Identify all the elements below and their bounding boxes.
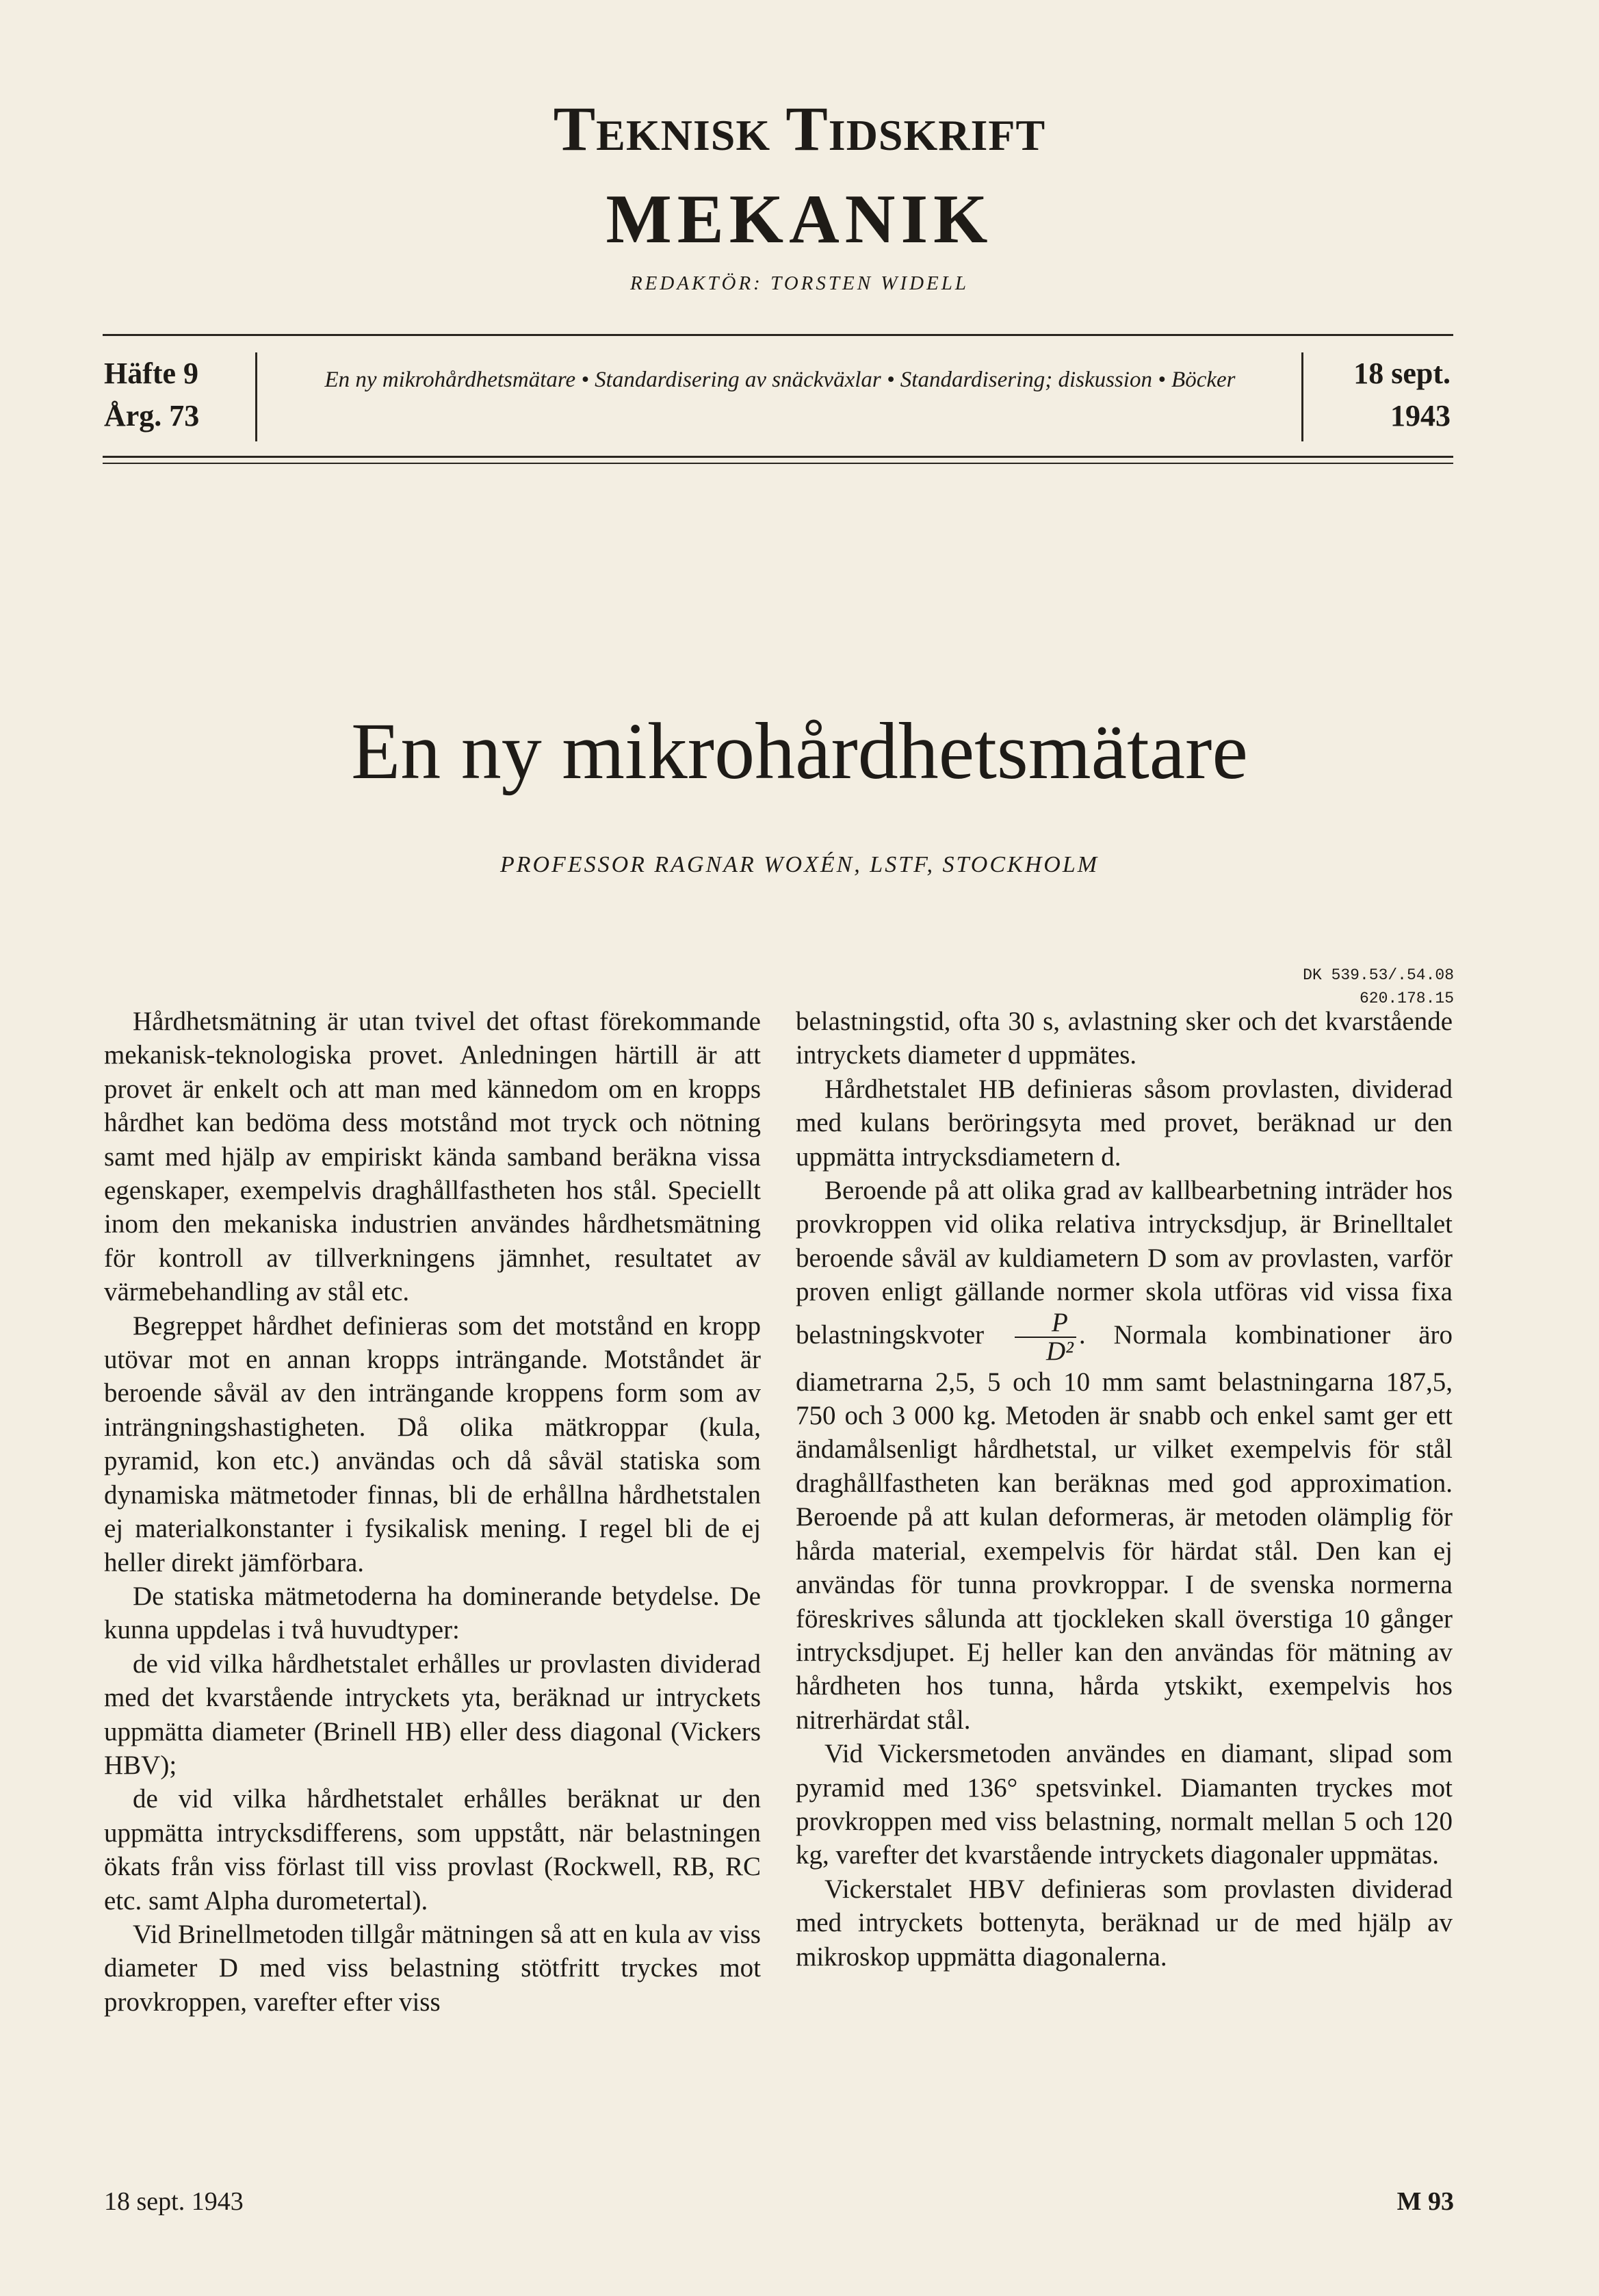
header-divider-right [1301, 352, 1303, 441]
header-divider-left [255, 352, 257, 441]
paragraph: de vid vilka hårdhetstalet erhålles ur provlasten dividerad med det kvarstående intryckets yta, beräknad ur intryckets uppmätta diameter (Brinell HB) eller dess diagonal (Vickers HBV); [104, 1649, 761, 1780]
issue-info-right [1321, 352, 1451, 437]
dk-classification [1249, 964, 1454, 1010]
right-column [796, 1005, 1453, 1974]
dk-code-1: DK 539.53/.54.08 [1303, 966, 1454, 984]
paragraph: Vid Vickersmetoden användes en diamant, slipad som pyramid med 136° spetsvinkel. Diamanten tryckes mot provkroppen med viss belastning, normalt mellan 5 och 120 kg, varefter det kvarstående intryckets diagonaler uppmätas. [796, 1739, 1453, 1870]
header-rule-top [103, 334, 1453, 336]
load-ratio-fraction [1015, 1309, 1076, 1365]
issue-info-left [104, 352, 255, 437]
issue-contents: En ny mikrohårdhetsmätare • Standardisering av snäckväxlar • Standardisering; diskussion • Böcker [324, 367, 1236, 392]
paragraph-text: . Normala kombinationer äro diametrarna 2,5, 5 och 10 mm samt belastningarna 187,5, 750 och 3 000 kg. Metoden är snabb och enkel samt ger ett ändamålsenligt hårdhetstal, ur vilket exempelvis för stål draghållfastheten kan beräknas med god approximation. Beroende på att kulan deformeras, är metoden olämplig för hårda material, exempelvis för härdat stål. Den kan ej användas för tunna provkroppar. I de svenska normerna föreskrives sålunda att tjockleken skall överstiga 10 gånger intrycksdjupet. Ej heller kan den användas för mätning av hårdheten hos tunna, hårda ytskikt, exempelvis hos nitrerhärdat stål. [796, 1319, 1453, 1735]
header-rule-bottom-double [103, 463, 1453, 464]
fraction-denominator: D² [1046, 1336, 1074, 1366]
issue-number: Häfte 9 [104, 357, 199, 390]
paragraph-with-formula [796, 1174, 1453, 1737]
paragraph: Vickerstalet HBV definieras som provlasten dividerad med intryckets bottenyta, beräknad ur de med hjälp av mikroskop uppmätta diagonalerna. [796, 1874, 1453, 1972]
paragraph: Vid Brinellmetoden tillgår mätningen så att en kula av viss diameter D med viss belastning stötfritt tryckes mot provkroppen, varefter efter viss [104, 1919, 761, 2017]
dk-code-2: 620.178.15 [1359, 990, 1454, 1007]
footer-date: 18 sept. 1943 [104, 2187, 244, 2216]
paragraph: Hårdhetstalet HB definieras såsom provlasten, dividerad med kulans beröringsyta med provet, beräknad ur den uppmätta intrycksdiametern d. [796, 1074, 1453, 1172]
paragraph-text: Beroende på att olika grad av kallbearbetning inträder hos provkroppen vid olika relativa intrycksdjup, är Brinelltalet beroende såväl av kuldiametern D som av provlasten, varför proven enligt gällande normer skola utföras vid vissa fixa belastningskvoter [796, 1176, 1453, 1350]
issue-year: 1943 [1390, 399, 1451, 433]
paragraph: belastningstid, ofta 30 s, avlastning sker och det kvarstående intryckets diameter d uppmätes. [796, 1007, 1453, 1070]
paragraph: De statiska mätmetoderna ha dominerande betydelse. De kunna uppdelas i två huvudtyper: [104, 1581, 761, 1645]
section-title: MEKANIK [606, 181, 993, 258]
paragraph: Hårdhetsmätning är utan tvivel det oftast förekommande mekanisk-teknologiska provet. Anledningen härtill är att provet är enkelt och att man med kännedom om en kropps hårdhet kan bedöma dess motstånd mot tryck och nötning samt med hjälp av empiriskt kända samband beräkna vissa egenskaper, exempelvis draghållfastheten hos stål. Speciellt inom den mekaniska industrien användes hårdhetsmätning för kontroll av tillverkningens jämnhet, resultatet av värmebehandling av stål etc. [104, 1007, 761, 1307]
issue-date: 18 sept. [1353, 357, 1451, 390]
page-number: M 93 [1396, 2187, 1454, 2216]
fraction-numerator: P [1015, 1309, 1076, 1338]
article-byline: PROFESSOR RAGNAR WOXÉN, LSTF, STOCKHOLM [499, 852, 1100, 877]
paragraph: de vid vilka hårdhetstalet erhålles beräknat ur den uppmätta intrycksdifferens, som uppstått, när belastningen ökats från viss förlast till viss provlast (Rockwell, RB, RC etc. samt Alpha durometertal). [104, 1784, 761, 1916]
editor-line: REDAKTÖR: TORSTEN WIDELL [629, 272, 970, 294]
article-title: En ny mikrohårdhetsmätare [351, 706, 1248, 796]
journal-title: Teknisk Tidskrift [553, 94, 1046, 164]
header-rule-bottom [103, 456, 1453, 458]
issue-volume: Årg. 73 [104, 399, 200, 433]
left-column [104, 1005, 761, 2019]
paragraph: Begreppet hårdhet definieras som det motstånd en kropp utövar mot en annan kropps inträngande. Motståndet är beroende såväl av den inträngande kroppens form som av inträngningshastigheten. Då olika mätkroppar (kula, pyramid, kon etc.) användas och då såväl statiska som dynamiska mätmetoder finnas, bli de erhållna hårdhetstalen ej materialkonstanter i fysikalisk mening. I regel bli de ej heller direkt jämförbara. [104, 1311, 761, 1577]
